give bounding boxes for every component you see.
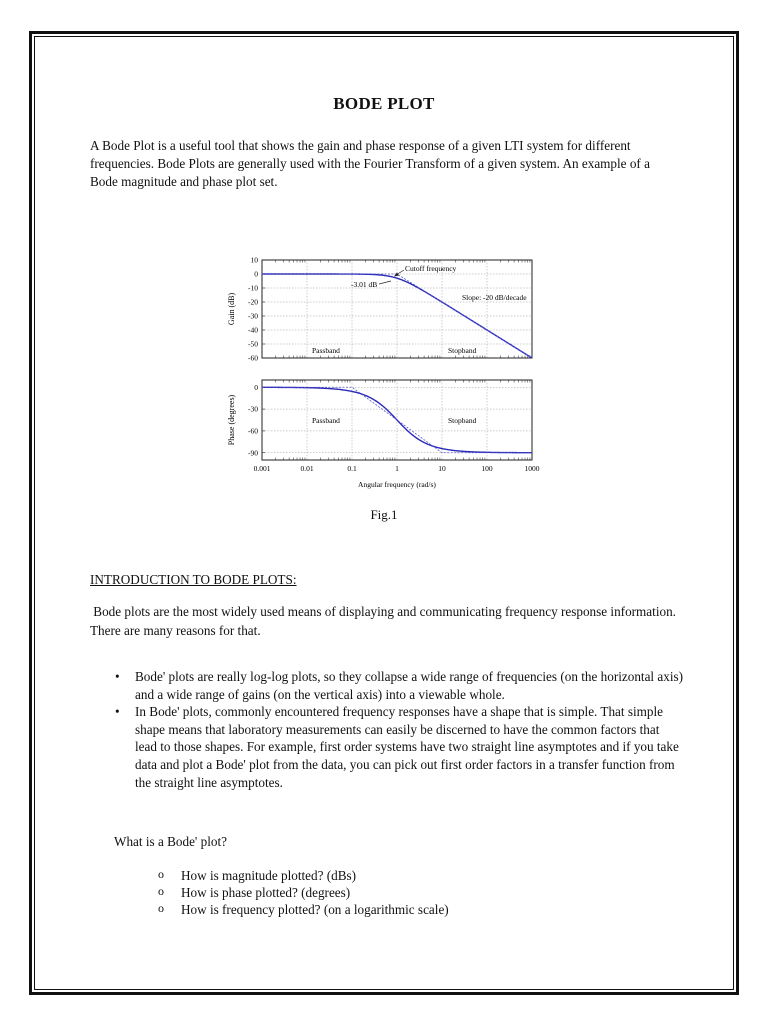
cutoff-label: Cutoff frequency: [405, 264, 457, 273]
bullet-text: Bode' plots are really log-log plots, so they collapse a wide range of frequencies (on the horizontal axis) and a wide range of gains (on the vertical axis) into a viewable whole.: [135, 669, 684, 702]
phase-y-tick-label: -30: [248, 404, 258, 414]
phase-y-tick-label: -90: [248, 448, 258, 458]
bode-figure: [220, 250, 550, 495]
slope-label: Slope: -20 dB/decade: [462, 293, 527, 302]
x-tick-label: 1000: [524, 464, 540, 473]
phase-y-tick-label: 0: [254, 382, 258, 392]
question-line: What is a Bode' plot?: [114, 834, 227, 849]
x-axis-label: Angular frequency (rad/s): [358, 480, 436, 489]
sub-marker: o: [158, 901, 164, 915]
gain-stopband-label: Stopband: [448, 346, 477, 355]
sub-item-text: How is phase plotted? (degrees): [181, 885, 351, 900]
gain-ylabel: Gain (dB): [227, 292, 236, 326]
gain-y-tick-label: 0: [254, 269, 258, 279]
section-paragraph-text: Bode plots are the most widely used means of displaying and communicating frequency response information. There are many reasons for that.: [90, 604, 676, 638]
gain-y-tick-label: -10: [248, 283, 258, 293]
gain-y-tick-label: -50: [248, 339, 258, 349]
x-axis-ticks: [254, 464, 540, 473]
gain-y-tick-label: -30: [248, 311, 258, 321]
gain-y-tick-label: -40: [248, 325, 258, 335]
bullet-marker: •: [115, 704, 120, 720]
x-tick-label: 0.01: [300, 464, 314, 473]
sub-list: [158, 867, 449, 918]
x-tick-label: 0.1: [347, 464, 357, 473]
sub-item-text: How is frequency plotted? (on a logarithmic scale): [181, 902, 449, 917]
phase-curve: [262, 387, 532, 452]
sub-marker: o: [158, 867, 164, 881]
gain-passband-label: Passband: [312, 346, 340, 355]
cutoff-arrowhead: [394, 273, 399, 277]
phase-passband-label: Passband: [312, 416, 340, 425]
sub-item-text: How is magnitude plotted? (dBs): [181, 868, 357, 883]
figure-caption: Fig.1: [370, 507, 398, 522]
phase-ylabel: Phase (degrees): [227, 394, 236, 446]
db-label: -3.01 dB: [351, 280, 378, 289]
x-tick-label: 0.001: [253, 464, 271, 473]
list-item: [114, 668, 684, 703]
phase-plot: [227, 380, 532, 460]
gain-plot: [227, 256, 532, 363]
section-heading: INTRODUCTION TO BODE PLOTS:: [90, 572, 297, 587]
gain-y-tick-label: -60: [248, 353, 258, 363]
intro-paragraph: A Bode Plot is a useful tool that shows the gain and phase response of a given LTI system for different frequencies. Bode Plots are generally used with the Fourier Transform of a given system. An example of a Bode magnitude and phase plot set.: [90, 138, 650, 189]
page-title: BODE PLOT: [333, 94, 435, 113]
sub-list-item: [158, 867, 449, 884]
gain-y-tick-label: -20: [248, 297, 258, 307]
sub-list-item: [158, 884, 449, 901]
sub-list-item: [158, 901, 449, 918]
bullet-list: [114, 668, 684, 791]
db-arrow: [379, 281, 391, 284]
gain-y-tick-label: 10: [250, 255, 258, 265]
bullet-text: In Bode' plots, commonly encountered frequency responses have a shape that is simple. That simple shape means that laboratory measurements can easily be discerned to have the common factors that lead to those shapes. For example, first order systems have two straight line asymptotes and if you take data and plot a Bode' plot from the data, you can pick out first order factors in a transfer function from the straight line asymptotes.: [135, 704, 679, 790]
section-paragraph: [90, 602, 690, 640]
x-tick-label: 100: [481, 464, 493, 473]
x-tick-label: 10: [438, 464, 446, 473]
phase-stopband-label: Stopband: [448, 416, 477, 425]
x-tick-label: 1: [395, 464, 399, 473]
sub-marker: o: [158, 884, 164, 898]
list-item: [114, 703, 684, 791]
phase-y-tick-label: -60: [248, 426, 258, 436]
bullet-marker: •: [115, 669, 120, 684]
